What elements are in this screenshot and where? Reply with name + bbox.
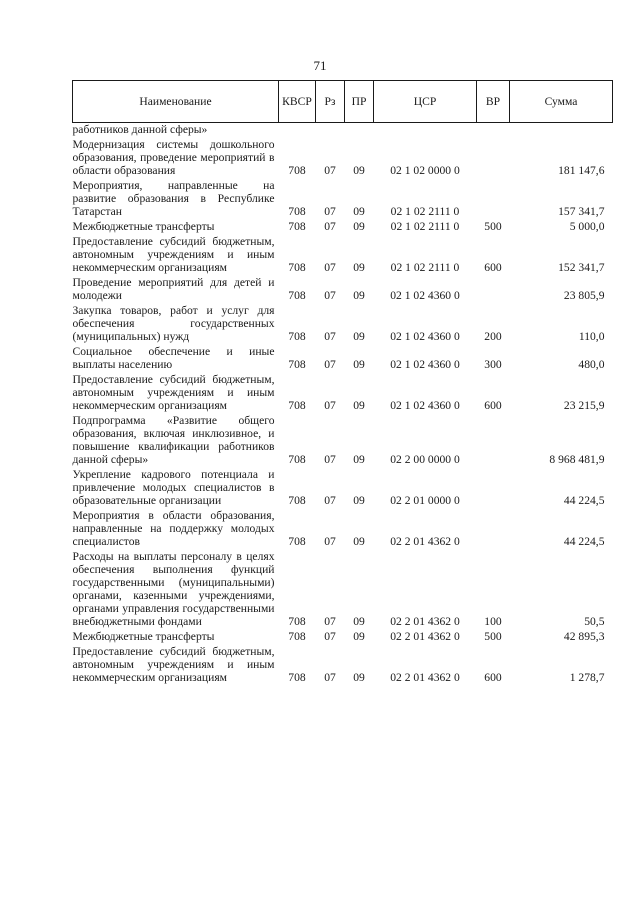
cell-sum: 1 278,7: [569, 671, 605, 684]
cell-rz: 07: [324, 671, 336, 684]
cell-kvsr: 708: [288, 535, 306, 548]
cell-sum: 157 341,7: [558, 205, 605, 218]
cell-sum: [510, 123, 613, 137]
table-row: [73, 136, 613, 177]
cell-sum: 181 147,6: [558, 164, 605, 177]
cell-csr: 02 1 02 2111 0: [390, 220, 460, 233]
cell-sum: 8 968 481,9: [549, 453, 605, 466]
cell-sum: 152 341,7: [558, 261, 605, 274]
cell-sum: 42 895,3: [563, 630, 605, 643]
cell-rz: 07: [324, 261, 336, 274]
cell-kvsr: 708: [288, 220, 306, 233]
cell-rz: 07: [324, 164, 336, 177]
cell-vr: [477, 466, 510, 507]
cell-name: Мероприятия в области образования, направленные на поддержку молодых специалистов: [72, 509, 275, 548]
cell-kvsr: 708: [288, 399, 306, 412]
cell-name: Социальное обеспечение и иные выплаты населению: [72, 345, 275, 371]
table-row: [73, 507, 613, 548]
cell-kvsr: 708: [288, 358, 306, 371]
header-pr: ПР: [345, 81, 374, 123]
cell-sum: 110,0: [578, 330, 605, 343]
cell-rz: 07: [324, 453, 336, 466]
cell-rz: 07: [324, 535, 336, 548]
page-number: 71: [313, 58, 327, 73]
cell-name: Предоставление субсидий бюджетным, автономным учреждениям и иным некоммерческим организациям: [72, 235, 275, 274]
cell-kvsr: 708: [288, 164, 306, 177]
cell-pr: 09: [353, 615, 365, 628]
cell-vr: [477, 123, 510, 137]
cell-rz: 07: [324, 289, 336, 302]
cell-vr: [477, 136, 510, 177]
cell-name: Укрепление кадрового потенциала и привлечение молодых специалистов в образовательные организации: [72, 468, 275, 507]
cell-name: Проведение мероприятий для детей и молодежи: [72, 276, 275, 302]
cell-pr: [345, 123, 374, 137]
table-row: [73, 274, 613, 302]
cell-csr: 02 1 02 4360 0: [390, 399, 460, 412]
header-name: Наименование: [73, 81, 279, 123]
table-row: [73, 123, 613, 137]
cell-rz: 07: [324, 494, 336, 507]
cell-rz: 07: [324, 399, 336, 412]
cell-name: Модернизация системы дошкольного образования, проведение мероприятий в области образования: [72, 138, 275, 177]
cell-pr: 09: [353, 399, 365, 412]
cell-csr: [374, 123, 477, 137]
cell-csr: 02 1 02 4360 0: [390, 330, 460, 343]
table-row: [73, 643, 613, 684]
header-rz: Рз: [316, 81, 345, 123]
cell-kvsr: 708: [288, 671, 306, 684]
cell-rz: 07: [324, 615, 336, 628]
cell-name: Предоставление субсидий бюджетным, автономным учреждениям и иным некоммерческим организациям: [72, 373, 275, 412]
cell-csr: 02 2 01 0000 0: [390, 494, 460, 507]
cell-csr: 02 2 01 4362 0: [390, 630, 460, 643]
cell-sum: 44 224,5: [563, 535, 605, 548]
table-body: [73, 123, 613, 685]
cell-sum: 44 224,5: [563, 494, 605, 507]
table-row: [73, 371, 613, 412]
cell-name: Межбюджетные трансферты: [72, 630, 215, 643]
header-vr: ВР: [477, 81, 510, 123]
cell-kvsr: 708: [288, 494, 306, 507]
cell-pr: 09: [353, 494, 365, 507]
cell-vr: 500: [484, 220, 502, 233]
cell-csr: 02 2 01 4362 0: [390, 671, 460, 684]
cell-kvsr: 708: [288, 205, 306, 218]
cell-csr: 02 1 02 2111 0: [390, 205, 460, 218]
cell-pr: 09: [353, 671, 365, 684]
cell-vr: 300: [484, 358, 502, 371]
cell-csr: 02 1 02 4360 0: [390, 358, 460, 371]
cell-csr: 02 1 02 2111 0: [390, 261, 460, 274]
table-row: [73, 302, 613, 343]
table-row: [73, 628, 613, 643]
cell-sum: 5 000,0: [569, 220, 605, 233]
cell-vr: 600: [484, 399, 502, 412]
cell-kvsr: 708: [288, 453, 306, 466]
cell-kvsr: 708: [288, 630, 306, 643]
cell-pr: 09: [353, 330, 365, 343]
cell-vr: 500: [484, 630, 502, 643]
cell-name: работников данной сферы»: [72, 123, 208, 136]
cell-rz: 07: [324, 220, 336, 233]
cell-pr: 09: [353, 261, 365, 274]
cell-vr: [477, 412, 510, 466]
cell-pr: 09: [353, 535, 365, 548]
cell-vr: 600: [484, 671, 502, 684]
cell-vr: [477, 274, 510, 302]
table-header-row: [73, 81, 613, 123]
cell-sum: 50,5: [584, 615, 605, 628]
cell-name: Подпрограмма «Развитие общего образования, включая инклюзивное, и повышение квалификации работников данной сферы»: [72, 414, 275, 466]
header-csr: ЦСР: [374, 81, 477, 123]
cell-sum: 23 215,9: [563, 399, 605, 412]
cell-csr: 02 2 01 4362 0: [390, 535, 460, 548]
cell-pr: 09: [353, 453, 365, 466]
table-row: [73, 466, 613, 507]
header-sum: Сумма: [510, 81, 613, 123]
cell-csr: 02 1 02 4360 0: [390, 289, 460, 302]
cell-kvsr: 708: [288, 289, 306, 302]
cell-name: Межбюджетные трансферты: [72, 220, 215, 233]
cell-kvsr: [279, 123, 316, 137]
cell-csr: 02 2 01 4362 0: [390, 615, 460, 628]
cell-pr: 09: [353, 164, 365, 177]
table-row: [73, 177, 613, 218]
cell-kvsr: 708: [288, 261, 306, 274]
cell-pr: 09: [353, 630, 365, 643]
table-row: [73, 412, 613, 466]
cell-vr: 100: [484, 615, 502, 628]
cell-vr: [477, 507, 510, 548]
table-row: [73, 343, 613, 371]
budget-table: [72, 80, 613, 684]
cell-name: Предоставление субсидий бюджетным, автономным учреждениям и иным некоммерческим организациям: [72, 645, 275, 684]
cell-csr: 02 2 00 0000 0: [390, 453, 460, 466]
cell-pr: 09: [353, 358, 365, 371]
cell-pr: 09: [353, 220, 365, 233]
cell-name: Закупка товаров, работ и услуг для обеспечения государственных (муниципальных) нужд: [72, 304, 275, 343]
cell-rz: [316, 123, 345, 137]
cell-rz: 07: [324, 630, 336, 643]
cell-vr: [477, 177, 510, 218]
cell-pr: 09: [353, 205, 365, 218]
cell-vr: 200: [484, 330, 502, 343]
table-row: [73, 218, 613, 233]
cell-vr: 600: [484, 261, 502, 274]
cell-kvsr: 708: [288, 330, 306, 343]
header-kvsr: КВСР: [279, 81, 316, 123]
cell-kvsr: 708: [288, 615, 306, 628]
cell-sum: 480,0: [578, 358, 605, 371]
cell-rz: 07: [324, 330, 336, 343]
cell-name: Мероприятия, направленные на развитие образования в Республике Татарстан: [72, 179, 275, 218]
cell-sum: 23 805,9: [563, 289, 605, 302]
cell-rz: 07: [324, 205, 336, 218]
cell-csr: 02 1 02 0000 0: [390, 164, 460, 177]
cell-name: Расходы на выплаты персоналу в целях обеспечения выполнения функций государственными (муниципальными) органами, казенными учреждениями, органами управления государственными внебюджетными фондами: [72, 550, 275, 628]
table-row: [73, 233, 613, 274]
cell-rz: 07: [324, 358, 336, 371]
table-row: [73, 548, 613, 628]
cell-pr: 09: [353, 289, 365, 302]
